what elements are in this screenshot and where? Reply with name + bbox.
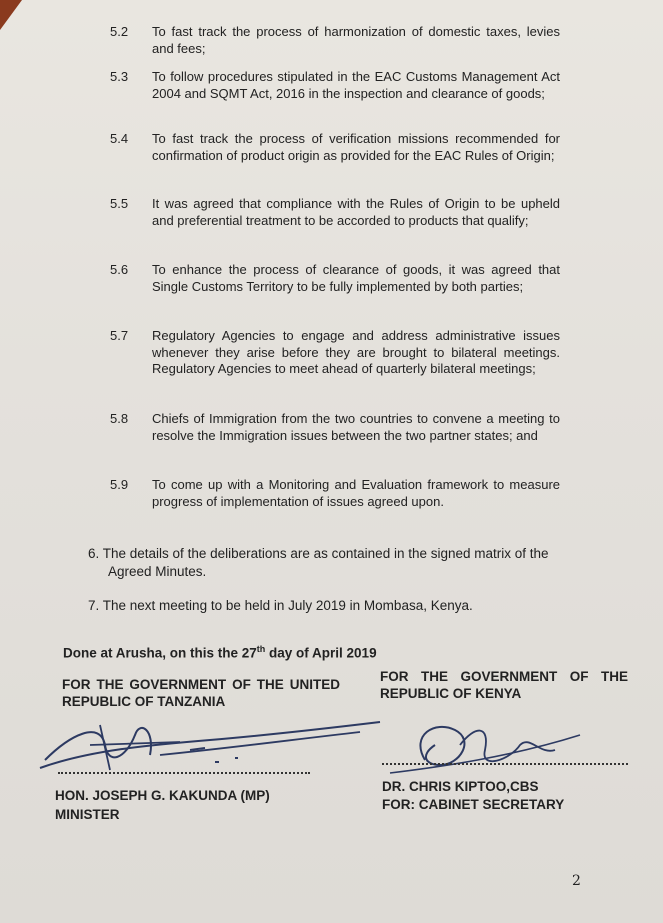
tanzania-signature-line (58, 772, 310, 774)
tanzania-signatory-title: MINISTER (55, 807, 120, 822)
tanzania-heading: FOR THE GOVERNMENT OF THE UNITED REPUBLIC OF TANZANIA (62, 677, 340, 709)
item-text: To come up with a Monitoring and Evaluation framework to measure progress of implementation of issues agreed upon. (152, 477, 560, 509)
item-number: 5.7 (110, 328, 129, 343)
kenya-heading: FOR THE GOVERNMENT OF THE REPUBLIC OF KENYA (380, 669, 628, 701)
item-text: To follow procedures stipulated in the EAC Customs Management Act 2004 and SQMT Act, 2016 in the inspection and clearance of goods; (152, 69, 560, 101)
item-number: 5.5 (110, 196, 129, 211)
list-item (110, 477, 560, 510)
done-at-text: Done at Arusha, on this the 27 (63, 645, 257, 661)
list-item (110, 262, 560, 295)
kenya-signatory-name: DR. CHRIS KIPTOO,CBS (382, 779, 539, 794)
kenya-signature (380, 715, 630, 785)
page-number: 2 (572, 873, 581, 889)
list-item (110, 131, 560, 164)
done-at-line (63, 640, 523, 663)
kenya-signature-line (382, 763, 628, 765)
list-item (110, 196, 560, 229)
item-text: Chiefs of Immigration from the two countries to convene a meeting to resolve the Immigration issues between the two partner states; and (152, 411, 560, 443)
item-text: To enhance the process of clearance of goods, it was agreed that Single Customs Territory to be fully implemented by both parties; (152, 262, 560, 294)
list-item (110, 69, 560, 102)
item-number: 5.6 (110, 262, 129, 277)
item-text: It was agreed that compliance with the Rules of Origin to be upheld and preferential treatment to be accorded to products that qualify; (152, 196, 560, 228)
list-item (110, 24, 560, 57)
item-number: 5.9 (110, 477, 129, 492)
item-number: 5.4 (110, 131, 129, 146)
item-text: To fast track the process of harmonization of domestic taxes, levies and fees; (152, 24, 560, 56)
done-at-date: day of April 2019 (265, 645, 377, 661)
item-text: To fast track the process of verification missions recommended for confirmation of product origin as provided for the EAC Rules of Origin; (152, 131, 560, 163)
tanzania-signature (30, 700, 390, 780)
list-item (110, 328, 560, 378)
item-number: 5.3 (110, 69, 129, 84)
item-text: Regulatory Agencies to engage and address administrative issues whenever they arise before they are brought to bilateral meetings. Regulatory Agencies to meet ahead of quarterly bilateral meetings; (152, 328, 560, 376)
list-item (110, 411, 560, 444)
page-corner-shadow (0, 0, 22, 30)
tanzania-signatory-name: HON. JOSEPH G. KAKUNDA (MP) (55, 788, 270, 803)
paragraph-7: 7. The next meeting to be held in July 2019 in Mombasa, Kenya. (88, 598, 473, 613)
item-number: 5.8 (110, 411, 129, 426)
item-number: 5.2 (110, 24, 129, 39)
paragraph-6: 6. The details of the deliberations are as contained in the signed matrix of the Agreed Minutes. (88, 546, 549, 579)
ordinal-suffix: th (256, 644, 266, 654)
kenya-signatory-title: FOR: CABINET SECRETARY (382, 797, 565, 812)
